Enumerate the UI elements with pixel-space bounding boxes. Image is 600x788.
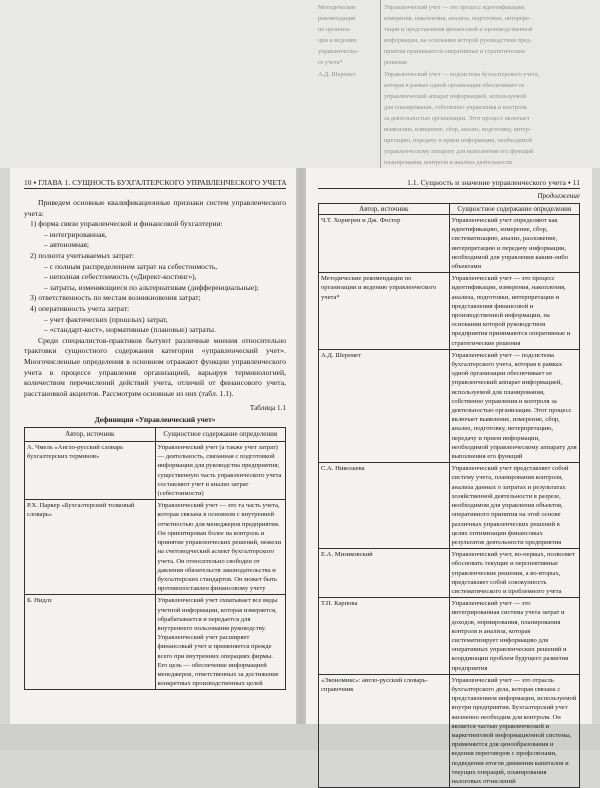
ghost-author-column	[318, 2, 378, 80]
ghost-line: Управленческий учет — это процесс идентификации,	[384, 4, 526, 11]
definition-cell: Управленческий учет — это интегрированная система учета затрат и доходов, нормирования, планирования контроля и анализа, которая систематизирует информацию для оперативных управленческих решений и координации проблем будущего развития предприятия	[449, 598, 580, 675]
ghost-line: которая в рамках одной организации обеспечивает ее	[384, 81, 525, 89]
definition-cell: Управленческий учет — это отрасль бухгалтерского дела, которая связана с представлением информации, используемой внутри предприятия. Бухгалтерский учет жизненно необходим для контроля. Он является частью управленческой и маркетинговой информационной системы, применяется для ценообразования и ведения переговоров с профсоюзами, подведения итогов движения капиталов и текущих операций, планирования налоговых отчислений	[449, 674, 580, 787]
definition-cell: Управленческий учет определяют как идентификацию, измерение, сбор, систематизацию, анализ, разложение, интерпретацию и передачу информации, необходимой для управления каким-либо объектами	[449, 215, 580, 273]
list-item: 1) форма связи управленческой и финансовой бухгалтерии:	[30, 219, 223, 229]
ghost-line: управленческий аппарат информацией, используемой	[384, 92, 526, 100]
ghost-definition-column	[384, 2, 580, 168]
list-item: – учет фактических (прошлых) затрат,	[44, 314, 168, 324]
author-cell: С.А. Николаева	[319, 463, 450, 549]
right-page	[306, 168, 592, 785]
bleed-through-text	[318, 0, 580, 168]
header-definition: Сущностное содержание определения	[449, 204, 580, 215]
header-definition: Сущностное содержание определения	[155, 428, 286, 442]
ghost-line: планирования, контроля и анализа деятельности	[384, 159, 512, 167]
table-row	[25, 595, 286, 690]
definition-cell: Управленческий учет, во-первых, позволяет обосновать текущие и перспективные управленческие решения, а во-вторых, представляет собой совокупность систематического и проблемного учета	[449, 549, 580, 598]
author-cell: «Экономикс»: англо-русский словарь-справочник	[319, 674, 450, 787]
ghost-line: за деятельностью организации. Этот процесс включает	[384, 114, 530, 122]
ghost-line: Управленческий учет — подсистема бухгалтерского учета,	[384, 70, 540, 78]
table-row	[25, 442, 286, 500]
intro-paragraph: Приведем основные квалификационные признаки систем управленческого учета:	[24, 198, 286, 218]
ghost-line: измерения, накопления, анализа, подготовки, интерпре-	[384, 15, 532, 23]
ghost-line: решения	[384, 59, 407, 67]
table-row	[319, 463, 580, 549]
ghost-line: для планирования, собственно управления и контроля	[384, 103, 527, 111]
definition-cell: Управленческий учет — подсистема бухгалтерского учета, которая в рамках одной организации обеспечивает ее управленческий аппарат информацией, используемой для планирования, собственно управления и контроля за деятельностью организации. Этот процесс включает выявление, измерение, сбор, анализ, подготовку, интерпретацию, передачу и прием информации, необходимой управленческому аппарату для выполнения его функций	[449, 349, 580, 462]
ghost-line: информации, на основании которой руководством пред-	[384, 37, 532, 45]
ghost-side-line: А.Д. Шеремет	[318, 70, 356, 78]
header-author: Автор, источник	[319, 204, 450, 215]
list-item: 3) ответственность по местам возникновения затрат;	[30, 293, 201, 303]
list-item: – затраты, изменяющиеся по альтернативам (дифференциальные);	[44, 282, 259, 292]
ghost-line: тации и представления финансовой и производственной	[384, 26, 533, 34]
table-row	[319, 674, 580, 787]
table-row	[319, 273, 580, 350]
definition-cell: Управленческий учет — это процесс идентификации, измерения, накопления, анализа, подготовки, интерпретации и представления финансовой и производственной информации, на основании которой руководством предприятия принимаются оперативные и стратегические решения	[449, 273, 580, 350]
table-row	[319, 549, 580, 598]
left-page	[10, 168, 296, 724]
ghost-side-line: Методические	[318, 4, 356, 11]
author-cell: Ч.Т. Хорнгрен и Дж. Фостер	[319, 215, 450, 273]
table-title: Дефиниция «Управленческий учет»	[94, 414, 216, 424]
left-head-rule	[24, 188, 286, 189]
continuation-label: Продолжение	[537, 192, 580, 200]
author-cell: А. Чмель «Англо-русский словарь бухгалтерских терминов»	[25, 442, 156, 500]
ghost-side-line: ции и ведению	[318, 37, 358, 45]
table-row	[25, 500, 286, 595]
author-cell: Е.А. Мизиковский	[319, 549, 450, 598]
header-author: Автор, источник	[25, 428, 156, 442]
right-head-rule	[318, 188, 580, 189]
definitions-table-right	[318, 203, 580, 788]
left-page-body	[24, 198, 286, 690]
author-cell: Б. Нидлз	[25, 595, 156, 690]
list-item: – неполная себестоимость («Директ-костинг»),	[44, 272, 197, 282]
definition-cell: Управленческий учет — это та часть учета, которая связана в основном с внутренней отчетностью для менеджеров предприятия. Он ориентирован более на контроль и принятие управленческих решений, нежели на счетоводческий аспект бухгалтерского учета. Он относительно свободен от давления обязательств законодательства и бухгалтерских стандартов. Он может быть противопоставлен финансовому учету	[155, 500, 286, 595]
ghost-line: приятия принимаются оперативные и стратегические	[384, 48, 526, 56]
list-item: – автономная;	[44, 240, 90, 250]
definitions-table-left	[24, 427, 286, 690]
ghost-column-line	[380, 0, 381, 168]
author-cell: Р.Х. Паркер «Бухгалтерский толковый словарь»	[25, 500, 156, 595]
table-row	[319, 598, 580, 675]
classification-list	[24, 219, 286, 336]
ghost-side-line: го учета*	[318, 59, 343, 67]
ghost-side-line: по организа-	[318, 26, 352, 34]
ghost-line: управленческому аппарату для выполнения его функций	[384, 148, 534, 156]
table-caption: Таблица 1.1	[249, 404, 286, 413]
list-item: – с полным распределением затрат на себестоимость,	[44, 261, 218, 271]
list-item: – интегрированная,	[44, 229, 107, 239]
right-running-head: 1.1. Сущность и значение управленческого учета ▪ 11	[407, 178, 580, 187]
ghost-side-line: управленческо-	[318, 48, 359, 56]
left-running-head: 10 ▪ ГЛАВА 1. СУЩНОСТЬ БУХГАЛТЕРСКОГО УПРАВЛЕНЧЕСКОГО УЧЕТА	[24, 178, 287, 187]
definition-cell: Управленческий учет охватывает все виды учетной информации, которая измеряется, обрабатывается и передается для внутреннего пользования руководству. Управленческий учет расширяет финансовый учет и применяется прежде всего при внутренних операциях фирмы. Его цель — обеспечение информацией менеджеров, ответственных за достижение конкретных производственных целей	[155, 595, 286, 690]
definition-cell: Управленческий учет (а также учет затрат) — деятельность, связанная с подготовкой информации для руководства предприятия; существенную часть управленческого учета составляют учет и анализ затрат (себестоимости)	[155, 442, 286, 500]
ghost-line: претацию, передачу и прием информации, необходимой	[384, 137, 533, 145]
ghost-line: выявление, измерение, сбор, анализ, подготовку, интер-	[384, 126, 531, 134]
definition-cell: Управленческий учет представляет собой систему учета, планирования контроля, анализа данных о затратах и результатах хозяйственной деятельности в разрезе, необходимом для управления объектов, оперативного принятия на этой основе различных управленческих решений в целях оптимизации финансовых результатов деятельности предприятия	[449, 463, 580, 549]
table-row	[319, 215, 580, 273]
list-item: 2) полнота учитываемых затрат:	[30, 250, 135, 260]
right-table-wrap	[318, 203, 580, 788]
table-row	[319, 349, 580, 462]
list-item: 4) оперативность учета затрат:	[30, 303, 130, 313]
ghost-side-line: рекомендации	[318, 15, 356, 23]
body-paragraph: Среди специалистов-практиков бытуют различные мнения относительно трактовки сущностного содержания категории «управленческий учет». Многочисленные определения в основном отражают функции управленческого учета в процессе управления организацией, варьируя терминологией, количеством перечислений действий учета, отличий от финансового учета, расстановкой акцентов. Рассмотрим основные из них (табл. 1.1).	[24, 335, 286, 398]
author-cell: Т.П. Карпова	[319, 598, 450, 675]
author-cell: А.Д. Шеремет	[319, 349, 450, 462]
list-item: – «стандарт-кост», нормативные (плановые) затраты.	[44, 325, 216, 335]
author-cell: Методические рекомендации по организации и ведению управленческого учета*	[319, 273, 450, 350]
